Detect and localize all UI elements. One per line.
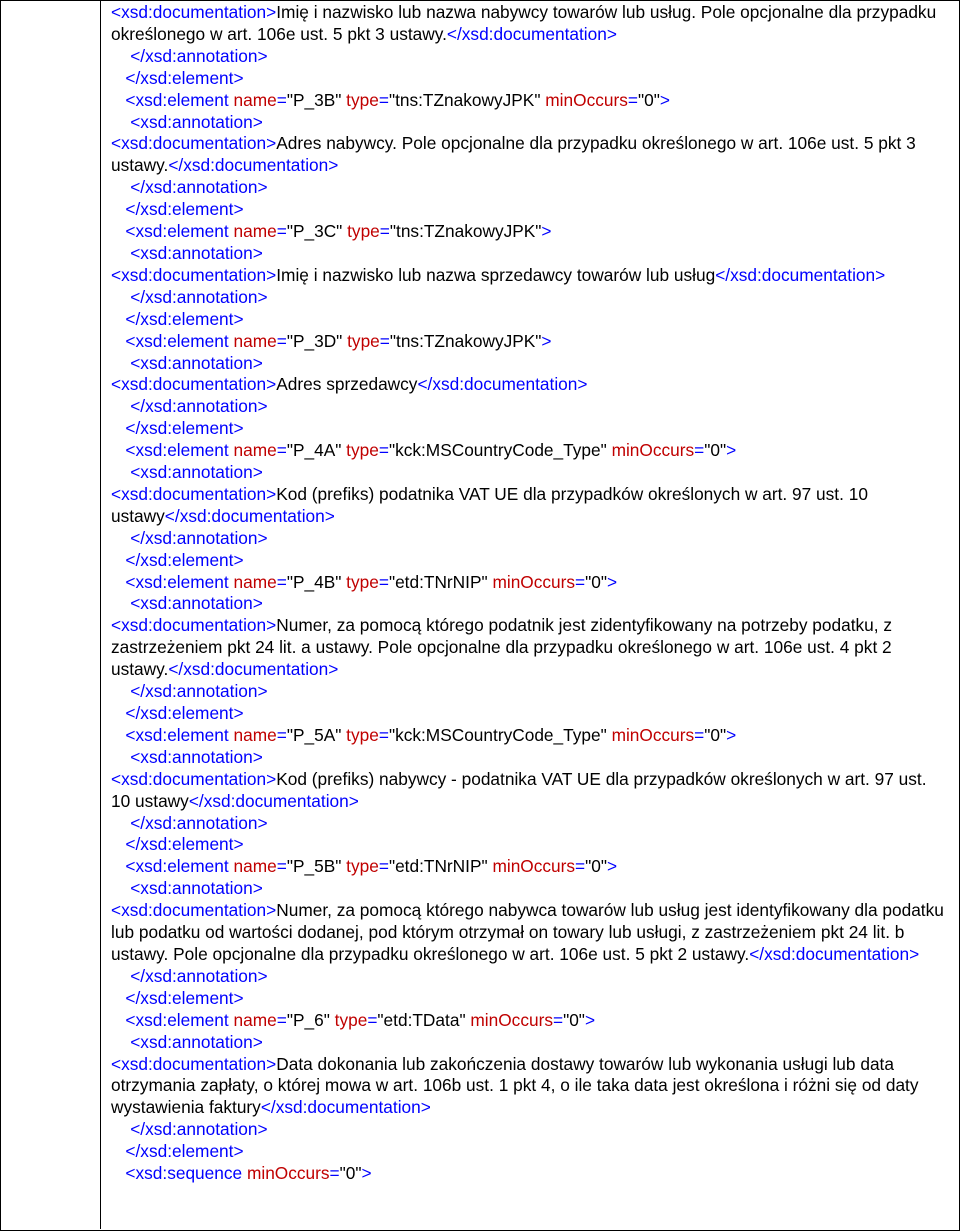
attr-value: "0" xyxy=(339,1163,362,1184)
attr-eq: = xyxy=(276,221,287,242)
code-line xyxy=(111,177,949,199)
doc-open-tag: <xsd:documentation> xyxy=(111,264,277,285)
attr-value: "kck:MSCountryCode_Type" xyxy=(388,724,607,745)
annotation-close-tag: </xsd:annotation> xyxy=(130,45,268,66)
attr-minoccurs: minOccurs xyxy=(611,724,695,745)
element-open-tag: <xsd:element xyxy=(125,89,234,110)
attr-value: "0" xyxy=(563,1009,585,1030)
code-line xyxy=(111,440,949,462)
attr-value: "tns:TZnakowyJPK" xyxy=(388,89,541,110)
element-close-tag: </xsd:element> xyxy=(125,549,244,570)
attr-eq: = xyxy=(378,89,389,110)
annotation-close-tag: </xsd:annotation> xyxy=(130,1119,268,1140)
annotation-close-tag: </xsd:annotation> xyxy=(130,812,268,833)
code-line xyxy=(111,418,949,440)
attr-value: "P_5A" xyxy=(286,724,342,745)
doc-text: Adres sprzedawcy xyxy=(276,374,418,395)
attr-eq: = xyxy=(329,1163,340,1184)
doc-text: Numer, za pomocą którego nabywca towarów lub usług jest identyfikowany dla podatku lub podatku od wartości dodanej, pod którym otrzymał on towary lub usługi, z zastrzeżeniem pkt 24 lit. b ustawy. Pole opcjonalne dla przypadku określonego w art. 106e ust. 5 pkt 2 ustawy. xyxy=(111,900,944,964)
attr-minoccurs: minOccurs xyxy=(492,571,576,592)
attr-name: name xyxy=(233,571,277,592)
attr-name: name xyxy=(233,1009,277,1030)
attr-eq: = xyxy=(575,571,586,592)
doc-text: Imię i nazwisko lub nazwa sprzedawcy towarów lub usług xyxy=(276,264,716,285)
tag-end: > xyxy=(607,571,618,592)
code-line xyxy=(111,199,949,221)
code-line xyxy=(111,747,949,769)
attr-eq: = xyxy=(276,571,287,592)
attr-minoccurs: minOccurs xyxy=(611,440,695,461)
attr-eq: = xyxy=(367,1009,378,1030)
attr-name: name xyxy=(233,856,277,877)
attr-value: "P_4A" xyxy=(286,440,342,461)
attr-value: "P_3B" xyxy=(286,89,342,110)
doc-open-tag: <xsd:documentation> xyxy=(111,615,277,636)
attr-eq: = xyxy=(276,89,287,110)
attr-value: "0" xyxy=(704,440,727,461)
attr-name: name xyxy=(233,89,277,110)
element-open-tag: <xsd:element xyxy=(125,1009,234,1030)
tag-end: > xyxy=(607,856,618,877)
attr-value: "P_3D" xyxy=(286,330,343,351)
element-close-tag: </xsd:element> xyxy=(125,67,244,88)
attr-eq: = xyxy=(378,571,389,592)
attr-eq: = xyxy=(276,330,287,351)
element-open-tag: <xsd:element xyxy=(125,221,234,242)
attr-eq: = xyxy=(276,440,287,461)
doc-text: Kod (prefiks) nabywcy - podatnika VAT UE dla przypadków określonych w art. 97 ust. 10 ustawy xyxy=(111,768,927,811)
element-close-tag: </xsd:element> xyxy=(125,199,244,220)
code-line xyxy=(111,878,949,900)
doc-close-tag: </xsd:documentation> xyxy=(188,790,359,811)
tag-end: > xyxy=(541,221,552,242)
tag-end: > xyxy=(726,440,737,461)
code-line xyxy=(111,331,949,353)
attr-type: type xyxy=(346,571,379,592)
annotation-close-tag: </xsd:annotation> xyxy=(130,965,268,986)
attr-minoccurs: minOccurs xyxy=(545,89,628,110)
code-line xyxy=(111,462,949,484)
attr-eq: = xyxy=(276,1009,287,1030)
attr-value: "0" xyxy=(704,724,727,745)
attr-value: "P_5B" xyxy=(286,856,342,877)
element-open-tag: <xsd:element xyxy=(125,440,234,461)
code-line xyxy=(111,834,949,856)
attr-value: "tns:TZnakowyJPK" xyxy=(389,221,542,242)
code-line xyxy=(111,703,949,725)
tag-end: > xyxy=(584,1009,596,1030)
element-close-tag: </xsd:element> xyxy=(125,987,244,1008)
attr-eq: = xyxy=(379,330,390,351)
annotation-close-tag: </xsd:annotation> xyxy=(130,527,268,548)
doc-open-tag: <xsd:documentation> xyxy=(111,2,277,22)
annotation-open-tag: <xsd:annotation> xyxy=(130,111,263,132)
code-line xyxy=(111,900,949,966)
tag-end: > xyxy=(361,1163,372,1184)
code-line xyxy=(111,133,949,177)
attr-eq: = xyxy=(694,440,705,461)
attr-eq: = xyxy=(378,724,389,745)
tag-end: > xyxy=(726,724,737,745)
code-line xyxy=(111,90,949,112)
attr-eq: = xyxy=(276,856,287,877)
attr-value: "etd:TNrNIP" xyxy=(388,571,488,592)
code-line xyxy=(111,593,949,615)
code-line xyxy=(111,528,949,550)
attr-value: "tns:TZnakowyJPK" xyxy=(389,330,542,351)
doc-text: Numer, za pomocą którego podatnik jest zidentyfikowany na potrzeby podatku, z zastrzeżeniem pkt 24 lit. a ustawy. Pole opcjonalne dla przypadku określonego w art. 106e ust. 4 pkt 2 ustawy. xyxy=(111,615,892,680)
code-line xyxy=(111,112,949,134)
code-line xyxy=(111,813,949,835)
doc-close-tag: </xsd:documentation> xyxy=(168,155,339,176)
attr-value: "0" xyxy=(637,89,660,110)
code-line xyxy=(111,68,949,90)
doc-close-tag: </xsd:documentation> xyxy=(446,23,617,44)
code-line xyxy=(111,374,949,396)
annotation-open-tag: <xsd:annotation> xyxy=(130,1031,263,1052)
attr-eq: = xyxy=(694,724,705,745)
attr-name: name xyxy=(233,221,277,242)
code-line xyxy=(111,572,949,594)
doc-text: Imię i nazwisko lub nazwa nabywcy towarów lub usług. Pole opcjonalne dla przypadku określonego w art. 106e ust. 5 pkt 3 ustawy. xyxy=(111,2,937,44)
code-line xyxy=(111,484,949,528)
attr-value: "kck:MSCountryCode_Type" xyxy=(388,440,607,461)
annotation-open-tag: <xsd:annotation> xyxy=(130,462,263,483)
attr-type: type xyxy=(346,856,379,877)
attr-value: "P_6" xyxy=(286,1009,330,1030)
annotation-open-tag: <xsd:annotation> xyxy=(130,593,263,614)
attr-type: type xyxy=(346,724,379,745)
code-line xyxy=(111,681,949,703)
attr-name: name xyxy=(233,724,277,745)
code-line xyxy=(111,1054,949,1120)
doc-text: Adres nabywcy. Pole opcjonalne dla przypadku określonego w art. 106e ust. 5 pkt 3 ustawy. xyxy=(111,133,916,176)
sequence-open-tag: <xsd:sequence xyxy=(125,1163,247,1184)
doc-text: Data dokonania lub zakończenia dostawy towarów lub wykonania usługi lub data otrzymania zapłaty, o której mowa w art. 106b ust. 1 pkt 4, o ile taka data jest określona i różni się od daty wystawienia faktury xyxy=(111,1053,919,1118)
attr-type: type xyxy=(347,221,380,242)
attr-type: type xyxy=(346,440,379,461)
tag-end: > xyxy=(541,330,552,351)
element-close-tag: </xsd:element> xyxy=(125,1141,244,1162)
column-divider xyxy=(100,0,101,1229)
annotation-close-tag: </xsd:annotation> xyxy=(130,177,268,198)
attr-minoccurs: minOccurs xyxy=(470,1009,553,1030)
doc-close-tag: </xsd:documentation> xyxy=(417,374,588,395)
annotation-open-tag: <xsd:annotation> xyxy=(130,878,263,899)
code-line xyxy=(111,396,949,418)
code-line xyxy=(111,353,949,375)
doc-open-tag: <xsd:documentation> xyxy=(111,768,277,789)
tag-end: > xyxy=(659,89,670,110)
doc-open-tag: <xsd:documentation> xyxy=(111,374,277,395)
attr-value: "0" xyxy=(585,856,608,877)
element-open-tag: <xsd:element xyxy=(125,856,234,877)
attr-eq: = xyxy=(378,856,389,877)
code-line xyxy=(111,615,949,681)
doc-close-tag: </xsd:documentation> xyxy=(749,943,920,964)
doc-close-tag: </xsd:documentation> xyxy=(715,264,886,285)
code-line xyxy=(111,46,949,68)
attr-eq: = xyxy=(627,89,638,110)
attr-minoccurs: minOccurs xyxy=(492,856,576,877)
element-close-tag: </xsd:element> xyxy=(125,418,244,439)
doc-open-tag: <xsd:documentation> xyxy=(111,133,277,154)
doc-open-tag: <xsd:documentation> xyxy=(111,1053,277,1074)
xml-code-block xyxy=(111,2,949,1185)
code-line xyxy=(111,1010,949,1032)
attr-eq: = xyxy=(379,221,390,242)
attr-eq: = xyxy=(575,856,586,877)
element-open-tag: <xsd:element xyxy=(125,571,234,592)
element-close-tag: </xsd:element> xyxy=(125,834,244,855)
annotation-open-tag: <xsd:annotation> xyxy=(130,242,263,263)
doc-close-tag: </xsd:documentation> xyxy=(168,659,339,680)
code-line xyxy=(111,1141,949,1163)
annotation-close-tag: </xsd:annotation> xyxy=(130,681,268,702)
attr-eq: = xyxy=(276,724,287,745)
doc-open-tag: <xsd:documentation> xyxy=(111,483,277,504)
code-line xyxy=(111,1119,949,1141)
code-line xyxy=(111,309,949,331)
code-line xyxy=(111,988,949,1010)
code-line xyxy=(111,966,949,988)
attr-value: "P_3C" xyxy=(286,221,343,242)
code-line xyxy=(111,2,949,46)
attr-type: type xyxy=(346,89,379,110)
code-line xyxy=(111,856,949,878)
attr-value: "P_4B" xyxy=(286,571,342,592)
attr-value: "0" xyxy=(585,571,608,592)
doc-text: Kod (prefiks) podatnika VAT UE dla przypadków określonych w art. 97 ust. 10 ustawy xyxy=(111,483,868,526)
doc-close-tag: </xsd:documentation> xyxy=(164,505,335,526)
annotation-close-tag: </xsd:annotation> xyxy=(130,286,268,307)
element-open-tag: <xsd:element xyxy=(125,330,234,351)
code-line xyxy=(111,1163,949,1185)
annotation-open-tag: <xsd:annotation> xyxy=(130,352,263,373)
doc-close-tag: </xsd:documentation> xyxy=(260,1097,431,1118)
doc-open-tag: <xsd:documentation> xyxy=(111,900,277,921)
annotation-open-tag: <xsd:annotation> xyxy=(130,746,263,767)
code-line xyxy=(111,243,949,265)
code-line xyxy=(111,1032,949,1054)
attr-eq: = xyxy=(378,440,389,461)
attr-name: name xyxy=(233,440,277,461)
code-line xyxy=(111,769,949,813)
code-line xyxy=(111,265,949,287)
attr-type: type xyxy=(347,330,380,351)
attr-eq: = xyxy=(552,1009,564,1030)
element-close-tag: </xsd:element> xyxy=(125,308,244,329)
code-line xyxy=(111,221,949,243)
attr-value: "etd:TNrNIP" xyxy=(388,856,488,877)
attr-name: name xyxy=(233,330,277,351)
code-line xyxy=(111,550,949,572)
attr-type: type xyxy=(334,1009,368,1030)
attr-minoccurs: minOccurs xyxy=(246,1163,330,1184)
element-open-tag: <xsd:element xyxy=(125,724,234,745)
code-line xyxy=(111,725,949,747)
element-close-tag: </xsd:element> xyxy=(125,703,244,723)
annotation-close-tag: </xsd:annotation> xyxy=(130,396,268,417)
attr-value: "etd:TData" xyxy=(377,1009,466,1030)
code-line xyxy=(111,287,949,309)
